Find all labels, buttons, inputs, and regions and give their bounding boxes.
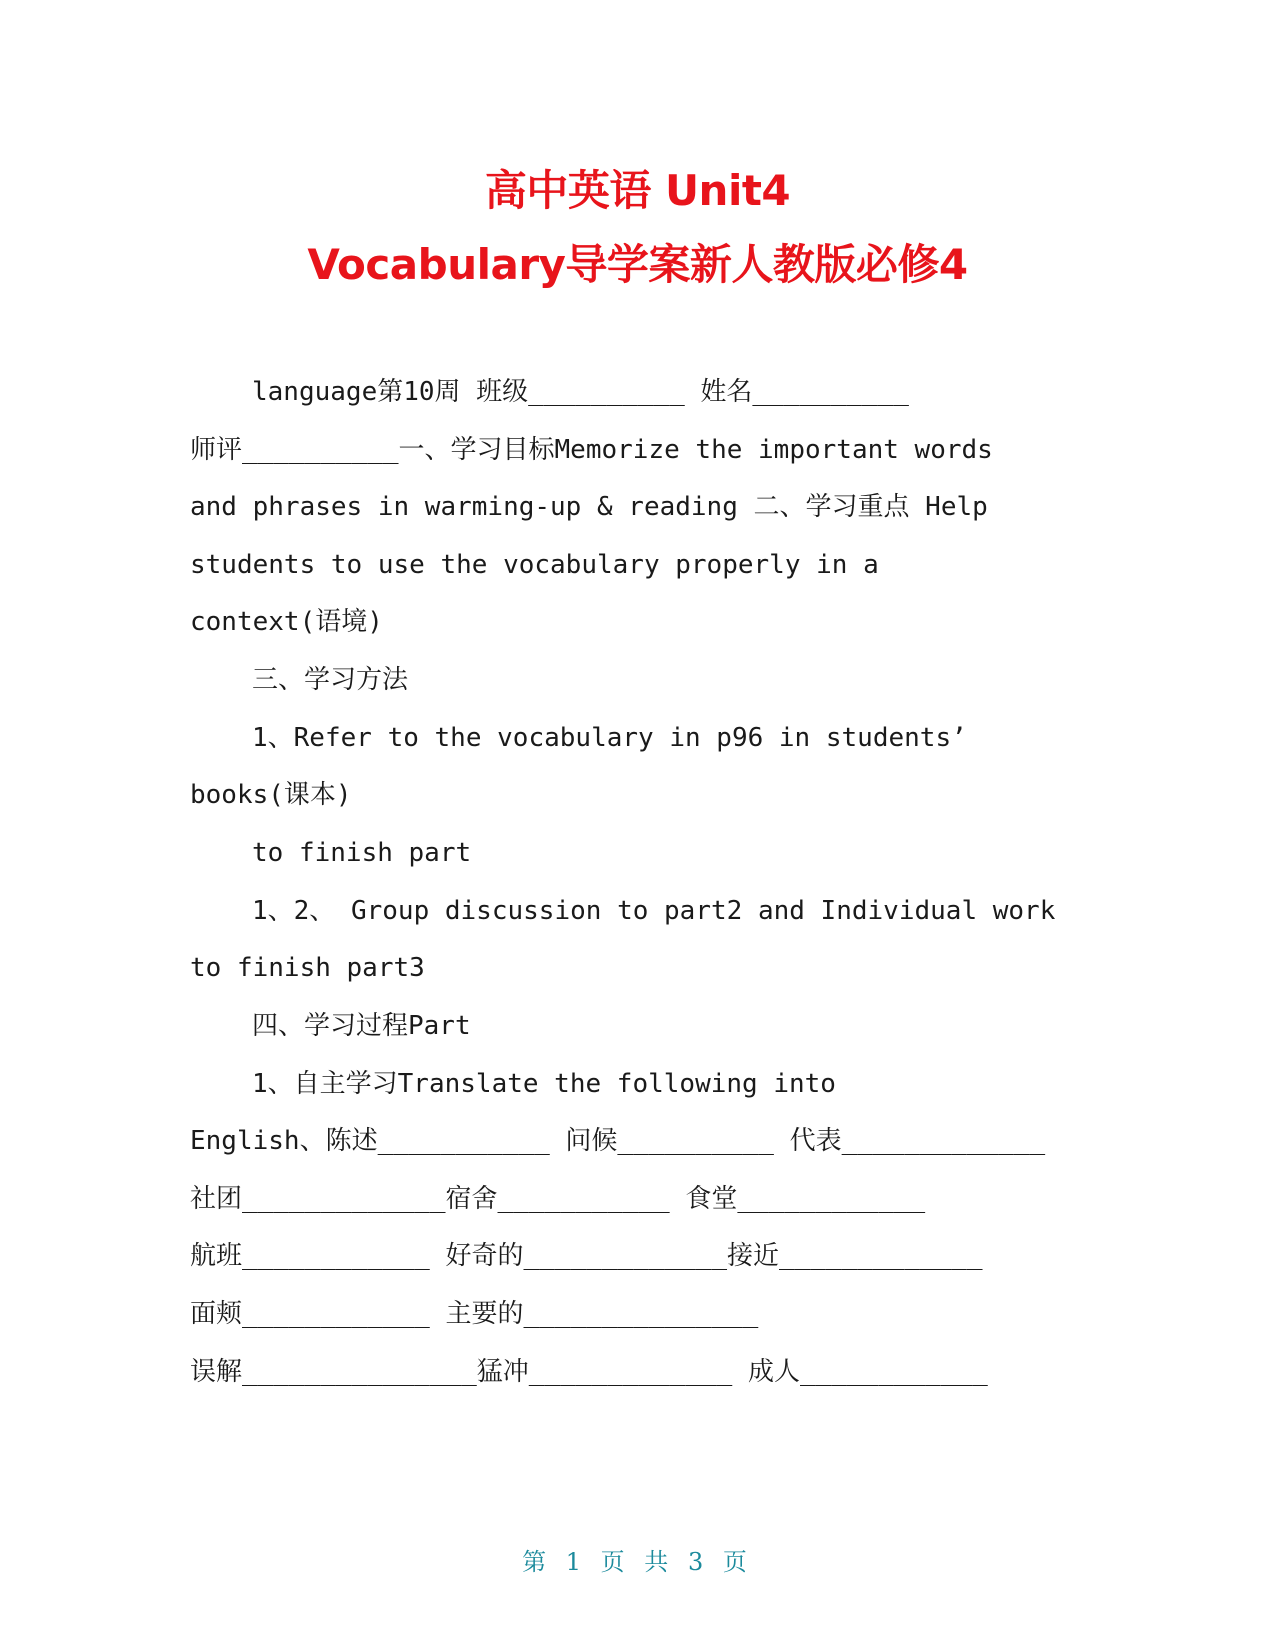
- body-line-method-2: 1、2、 Group discussion to part2 and Individual work: [252, 896, 1056, 926]
- vocab-blank-row-3: 航班____________ 好奇的_____________接近_____________: [190, 1241, 983, 1271]
- body-line-key-points-cont: students to use the vocabulary properly in a: [190, 550, 879, 580]
- body-line-method-2-cont: to finish part3: [190, 953, 425, 983]
- body-line-self-study: 1、自主学习Translate the following into: [252, 1069, 836, 1099]
- page-footer: 第 1 页 共 3 页: [522, 1548, 753, 1576]
- body-line-method-1-cont: books(课本): [190, 780, 352, 810]
- vocab-blank-row-4: 面颊____________ 主要的_______________: [190, 1299, 759, 1329]
- section-heading-process: 四、学习过程Part: [252, 1011, 471, 1041]
- vocab-blank-row-1: English、陈述___________ 问候__________ 代表_____________: [190, 1126, 1046, 1156]
- body-line-finish-part: to finish part: [252, 838, 472, 868]
- document-title-line-1: 高中英语 Unit4: [484, 166, 791, 215]
- section-heading-methods: 三、学习方法: [252, 665, 409, 695]
- body-line-method-1: 1、Refer to the vocabulary in p96 in students’: [252, 723, 967, 753]
- body-line-class-info: language第10周 班级__________ 姓名__________: [252, 377, 909, 407]
- document-title-line-2: Vocabulary导学案新人教版必修4: [307, 240, 968, 289]
- body-line-key-points: and phrases in warming-up & reading 二、学习重点 Help: [190, 492, 988, 522]
- body-line-objectives: 师评__________一、学习目标Memorize the important words: [190, 435, 993, 465]
- body-line-context: context(语境): [190, 607, 383, 637]
- vocab-blank-row-2: 社团_____________宿舍___________ 食堂____________: [190, 1184, 926, 1214]
- vocab-blank-row-5: 误解_______________猛冲_____________ 成人____________: [190, 1357, 988, 1387]
